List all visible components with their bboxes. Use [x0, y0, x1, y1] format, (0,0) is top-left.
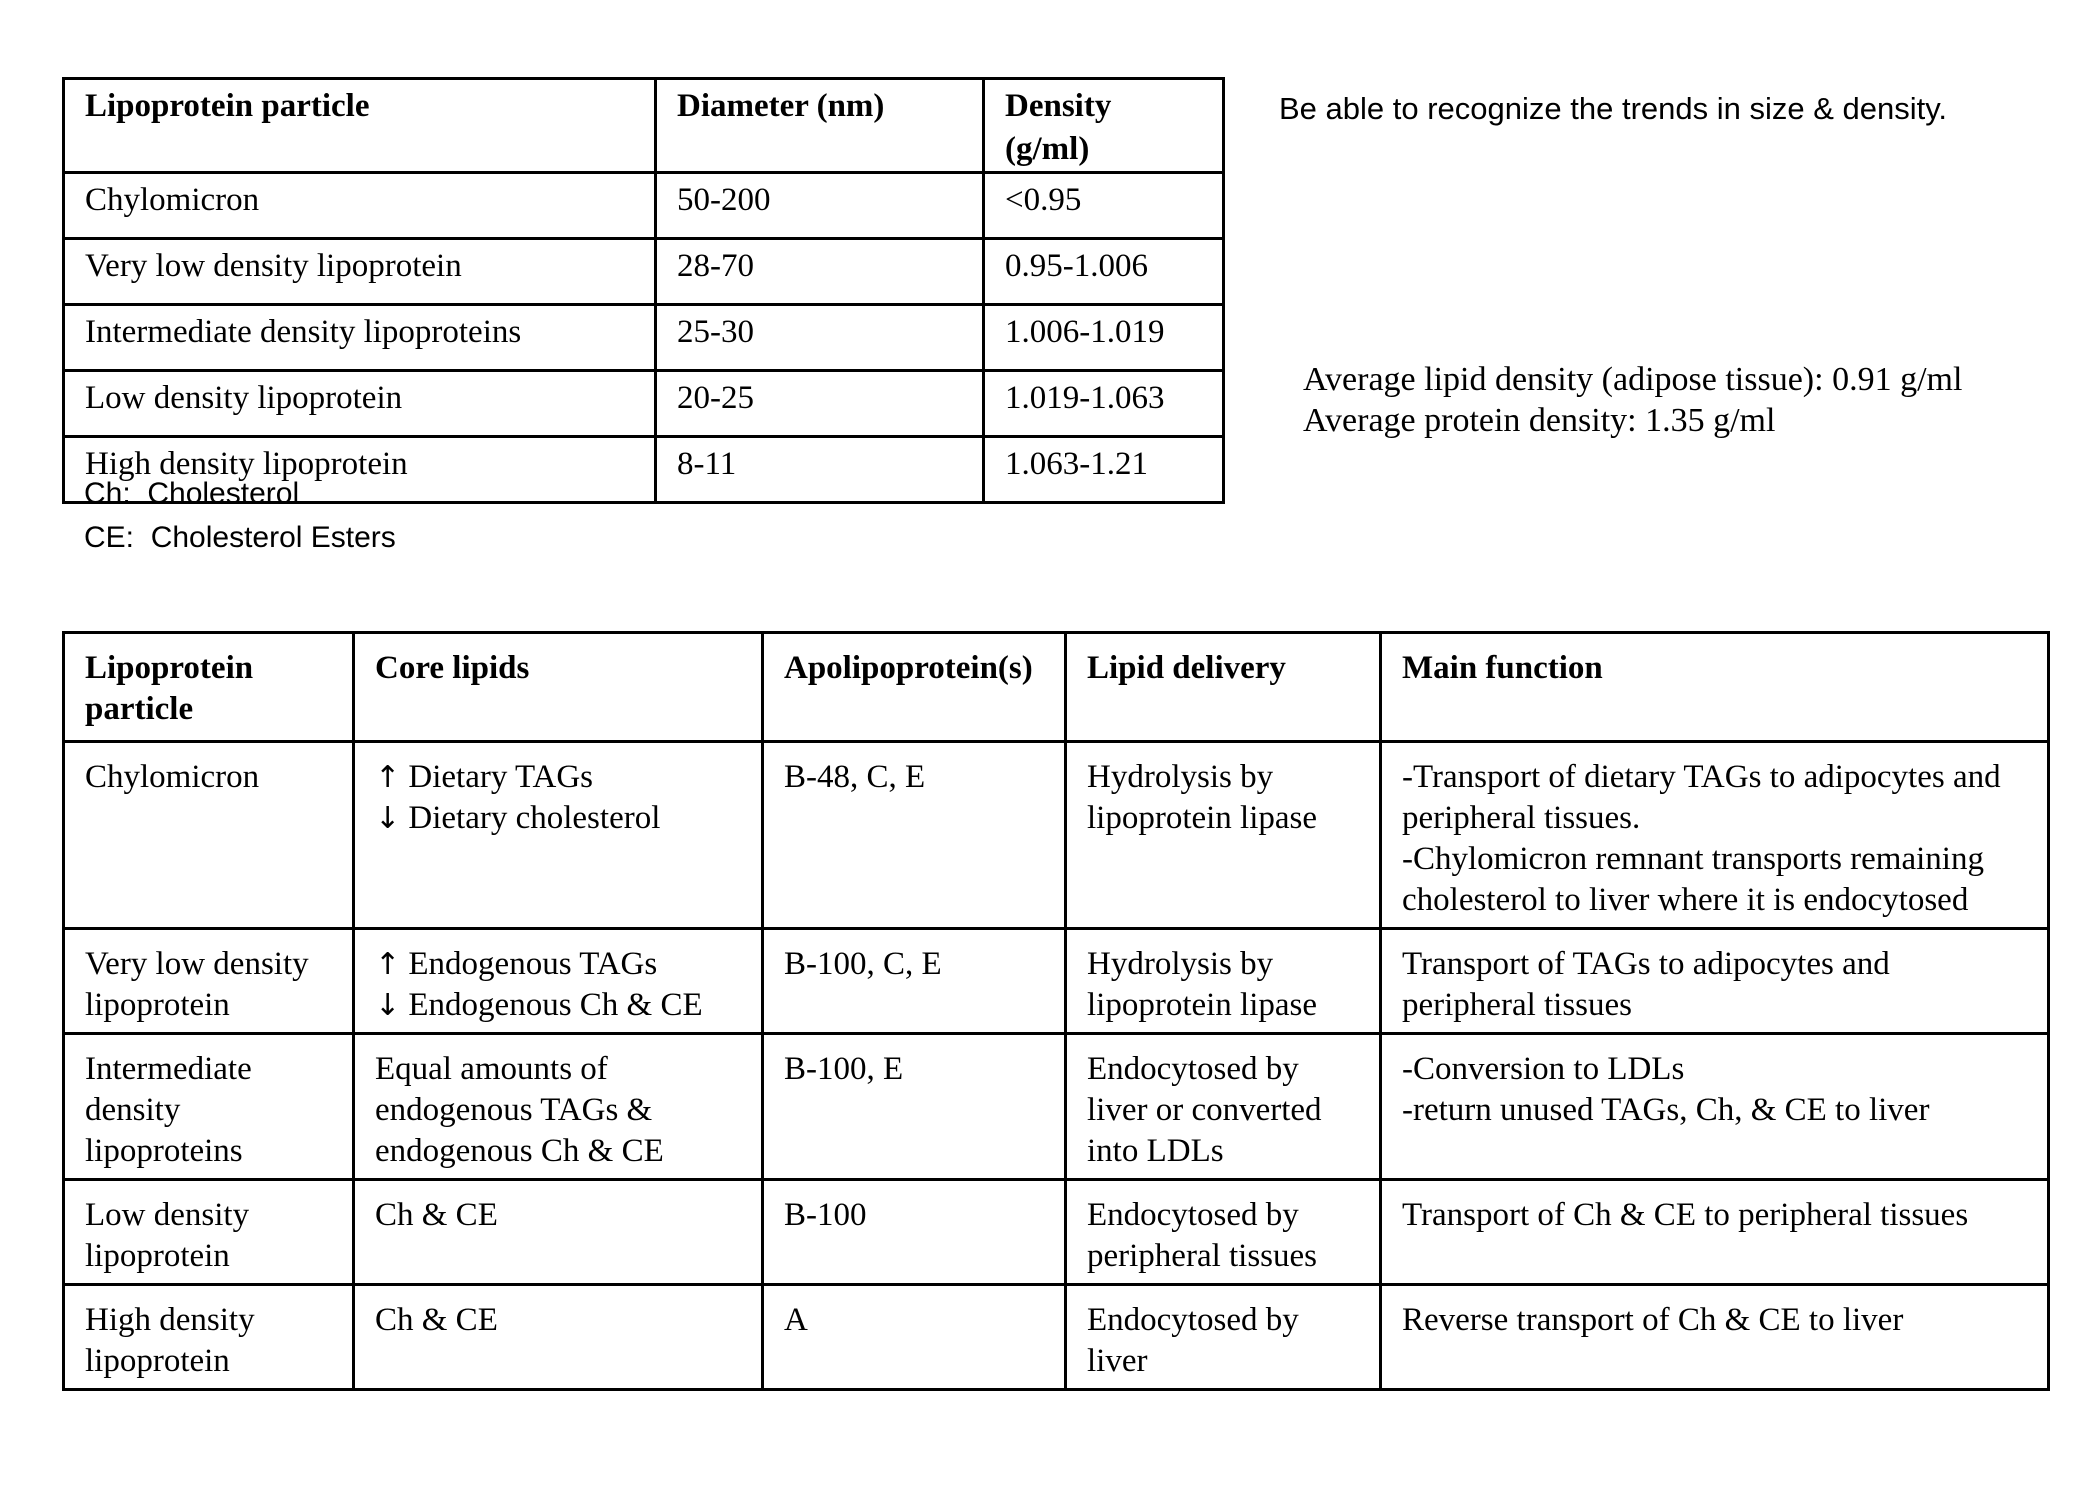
density-cell: 1.063-1.21	[984, 436, 1224, 502]
function-table-header-row	[64, 633, 2049, 742]
size-table-header-row	[64, 79, 1224, 173]
particle-cell: Chylomicron	[64, 742, 354, 929]
table-row	[64, 172, 1224, 238]
density-cell: 1.006-1.019	[984, 304, 1224, 370]
table-row	[64, 1285, 2049, 1390]
particle-cell: Intermediate density lipoproteins	[64, 1034, 354, 1180]
abbreviation-item	[84, 472, 396, 516]
function-table-header-core-lipids: Core lipids	[354, 633, 763, 742]
main-function-cell	[1381, 929, 2049, 1034]
particle-cell: Low density lipoprotein	[64, 1180, 354, 1285]
function-line: -Transport of dietary TAGs to adipocytes and peripheral tissues.	[1402, 759, 2001, 836]
lipid-density-note: Average lipid density (adipose tissue): 0.91 g/ml	[1303, 361, 1963, 398]
core-lipid-text: Dietary cholesterol	[408, 800, 661, 836]
table-row	[64, 370, 1224, 436]
abbreviation-legend	[84, 472, 396, 560]
function-table-header-main-function: Main function	[1381, 633, 2049, 742]
apolipoprotein-cell: A	[763, 1285, 1066, 1390]
function-line: Transport of TAGs to adipocytes and peripheral tissues	[1402, 946, 1890, 1023]
table-row	[64, 742, 2049, 929]
trend-note: Be able to recognize the trends in size & density.	[1279, 91, 1948, 126]
lipoprotein-function-table	[62, 631, 2050, 1391]
core-lipid-text: Endogenous Ch & CE	[408, 987, 703, 1023]
particle-cell: Low density lipoprotein	[64, 370, 656, 436]
core-lipids-cell: Ch & CE	[354, 1285, 763, 1390]
core-lipids-cell: Ch & CE	[354, 1180, 763, 1285]
table-row	[64, 1180, 2049, 1285]
core-lipid-text: Dietary TAGs	[408, 759, 594, 795]
function-table-header-apolipoproteins: Apolipoprotein(s)	[763, 633, 1066, 742]
size-table-header-diameter: Diameter (nm)	[656, 79, 984, 173]
particle-cell: Very low density lipoprotein	[64, 238, 656, 304]
lipid-delivery-cell: Endocytosed by liver	[1066, 1285, 1381, 1390]
diameter-cell: 25-30	[656, 304, 984, 370]
table-row	[64, 304, 1224, 370]
size-density-table	[62, 77, 1225, 504]
abbreviation-item	[84, 516, 396, 560]
main-function-cell	[1381, 1180, 2049, 1285]
lipid-delivery-cell: Endocytosed by liver or converted into LDLs	[1066, 1034, 1381, 1180]
function-line: -Chylomicron remnant transports remaining cholesterol to liver where it is endocytosed	[1402, 841, 1984, 918]
arrow-down-icon: ↓	[375, 988, 401, 1023]
core-lipid-text: Endogenous TAGs	[408, 946, 658, 982]
table-row	[64, 238, 1224, 304]
core-lipids-cell	[354, 929, 763, 1034]
arrow-up-icon: ↑	[375, 947, 401, 982]
diameter-cell: 8-11	[656, 436, 984, 502]
core-lipid-increase	[375, 757, 741, 798]
table-row	[64, 1034, 2049, 1180]
abbreviation-key: CE:	[84, 521, 135, 554]
arrow-down-icon: ↓	[375, 801, 401, 836]
core-lipids-cell	[354, 742, 763, 929]
core-lipid-increase	[375, 944, 741, 985]
core-lipids-cell: Equal amounts of endogenous TAGs & endogenous Ch & CE	[354, 1034, 763, 1180]
particle-cell: Intermediate density lipoproteins	[64, 304, 656, 370]
apolipoprotein-cell: B-100, E	[763, 1034, 1066, 1180]
density-cell: <0.95	[984, 172, 1224, 238]
lipid-delivery-cell: Endocytosed by peripheral tissues	[1066, 1180, 1381, 1285]
arrow-up-icon: ↑	[375, 760, 401, 795]
apolipoprotein-cell: B-100	[763, 1180, 1066, 1285]
abbreviation-meaning: Cholesterol	[147, 477, 300, 510]
average-density-note	[1303, 360, 1962, 442]
main-function-cell	[1381, 1285, 2049, 1390]
function-table-header-lipid-delivery: Lipid delivery	[1066, 633, 1381, 742]
apolipoprotein-cell: B-48, C, E	[763, 742, 1066, 929]
abbreviation-key: Ch:	[84, 477, 131, 510]
particle-cell: Very low density lipoprotein	[64, 929, 354, 1034]
core-lipid-decrease	[375, 985, 741, 1026]
particle-cell: High density lipoprotein	[64, 436, 656, 502]
particle-cell: Chylomicron	[64, 172, 656, 238]
function-table-header-particle: Lipoprotein particle	[64, 633, 354, 742]
size-table-header-particle: Lipoprotein particle	[64, 79, 656, 173]
function-line: Transport of Ch & CE to peripheral tissues	[1402, 1197, 1969, 1233]
main-function-cell	[1381, 742, 2049, 929]
lipid-delivery-cell: Hydrolysis by lipoprotein lipase	[1066, 929, 1381, 1034]
diameter-cell: 28-70	[656, 238, 984, 304]
apolipoprotein-cell: B-100, C, E	[763, 929, 1066, 1034]
diameter-cell: 20-25	[656, 370, 984, 436]
density-cell: 1.019-1.063	[984, 370, 1224, 436]
diameter-cell: 50-200	[656, 172, 984, 238]
core-lipid-decrease	[375, 798, 741, 839]
density-cell: 0.95-1.006	[984, 238, 1224, 304]
function-line: -return unused TAGs, Ch, & CE to liver	[1402, 1092, 1930, 1128]
lipid-delivery-cell: Hydrolysis by lipoprotein lipase	[1066, 742, 1381, 929]
table-row	[64, 929, 2049, 1034]
main-function-cell	[1381, 1034, 2049, 1180]
protein-density-note: Average protein density: 1.35 g/ml	[1303, 401, 1776, 439]
function-line: -Conversion to LDLs	[1402, 1051, 1685, 1087]
size-table-header-density: Density (g/ml)	[984, 79, 1224, 173]
function-line: Reverse transport of Ch & CE to liver	[1402, 1302, 1904, 1338]
abbreviation-meaning: Cholesterol Esters	[150, 521, 396, 554]
particle-cell: High density lipoprotein	[64, 1285, 354, 1390]
